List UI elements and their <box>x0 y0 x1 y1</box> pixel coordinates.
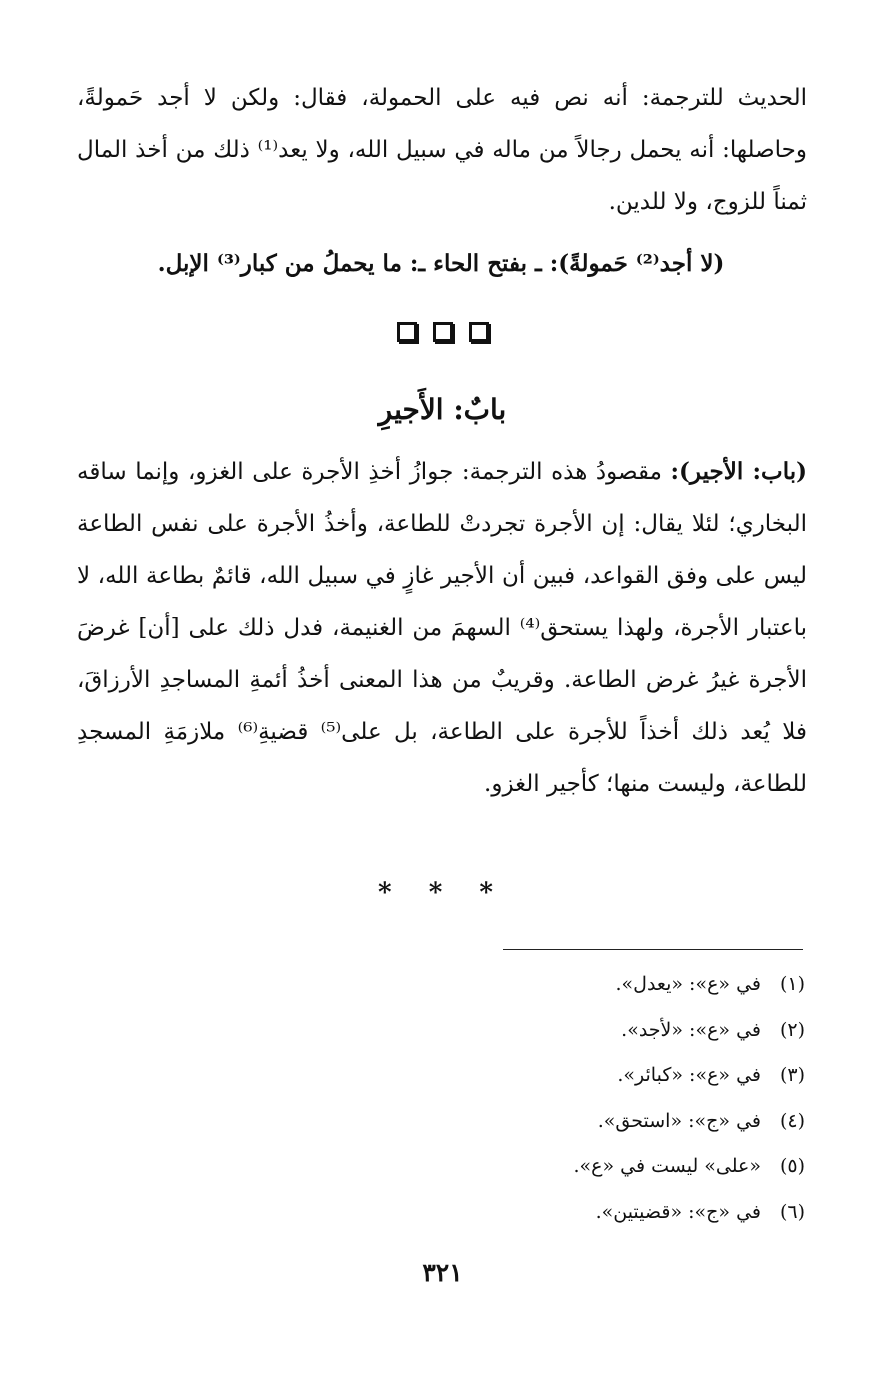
divider-box-icon <box>469 322 489 342</box>
main-paragraph <box>77 446 807 810</box>
chapter-lead: (باب: الأجير): <box>670 458 807 485</box>
footnote-number: (٣) <box>779 1064 805 1086</box>
top-paragraph: الحديث للترجمة: أنه نص فيه على الحمولة، فقال: ولكن لا أجد حَمولةً، وحاصلها: أنه يحمل رجالاً من ماله في سبيل الله، ولا يعد⁽¹⁾ ذلك من أخذ المال ثمناً للزوج، ولا للدين. <box>77 85 808 215</box>
footnote-text: في «ج»: «قضيتين». <box>595 1200 761 1223</box>
footnote-text: في «ع»: «يعدل». <box>615 973 761 995</box>
footnote-item <box>105 1190 805 1236</box>
footnote-item <box>105 1144 805 1190</box>
footnote-number: (٦) <box>779 1200 805 1223</box>
footnotes-list <box>105 962 805 1235</box>
footnote-item <box>105 1099 805 1145</box>
footnote-item <box>105 962 805 1008</box>
footnote-number: (٤) <box>779 1109 805 1132</box>
footnote-text: «على» ليست في «ع». <box>573 1155 761 1177</box>
footnote-item <box>105 1008 805 1054</box>
footnote-text: في «ع»: «كبائر». <box>617 1064 761 1086</box>
footnote-item <box>105 1053 805 1099</box>
footnote-text: في «ع»: «لأجد». <box>621 1018 761 1041</box>
footnote-rule <box>503 949 803 950</box>
chapter-body: مقصودُ هذه الترجمة: جوازُ أخذِ الأجرة على الغزو، وإنما ساقه البخاري؛ لئلا يقال: إن الأجرة تجردتْ للطاعة، وأخذُ الأجرة على نفس الطاعة ليس على وفق القواعد، فبين أن الأجير غازٍ في سبيل الله، قائمٌ بطاعة الله، لا باعتبار الأجرة، ولهذا يستحق⁽⁴⁾ السهمَ من الغنيمة، فدل ذلك على [أن] غرضَ الأجرة غيرُ غرض الطاعة. وقريبٌ من هذا المعنى أخذُ أئمةِ المساجدِ الأرزاقَ، فلا يُعد ذلك أخذاً للأجرة على الطاعة، بل على⁽⁵⁾ قضيةِ⁽⁶⁾ ملازمَةِ المسجدِ للطاعة، وليست منها؛ كأجير الغزو. <box>77 459 807 797</box>
section-divider-boxes <box>0 322 885 342</box>
divider-box-icon <box>397 322 417 342</box>
page-number: ٣٢١ <box>422 1258 463 1287</box>
footnote-number: (٥) <box>779 1155 805 1177</box>
divider-box-icon <box>433 322 453 342</box>
chapter-title: بابٌ: الأَجيرِ <box>378 393 507 426</box>
footnote-number: (١) <box>779 973 805 995</box>
gloss-line: (لا أجد⁽²⁾ حَمولةً): ـ بفتح الحاء ـ: ما يحملُ من كبار⁽³⁾ الإبل. <box>157 250 725 277</box>
footnote-number: (٢) <box>779 1018 805 1041</box>
footnote-text: في «ج»: «استحق». <box>597 1109 761 1132</box>
stars-separator: * * * <box>378 878 507 908</box>
